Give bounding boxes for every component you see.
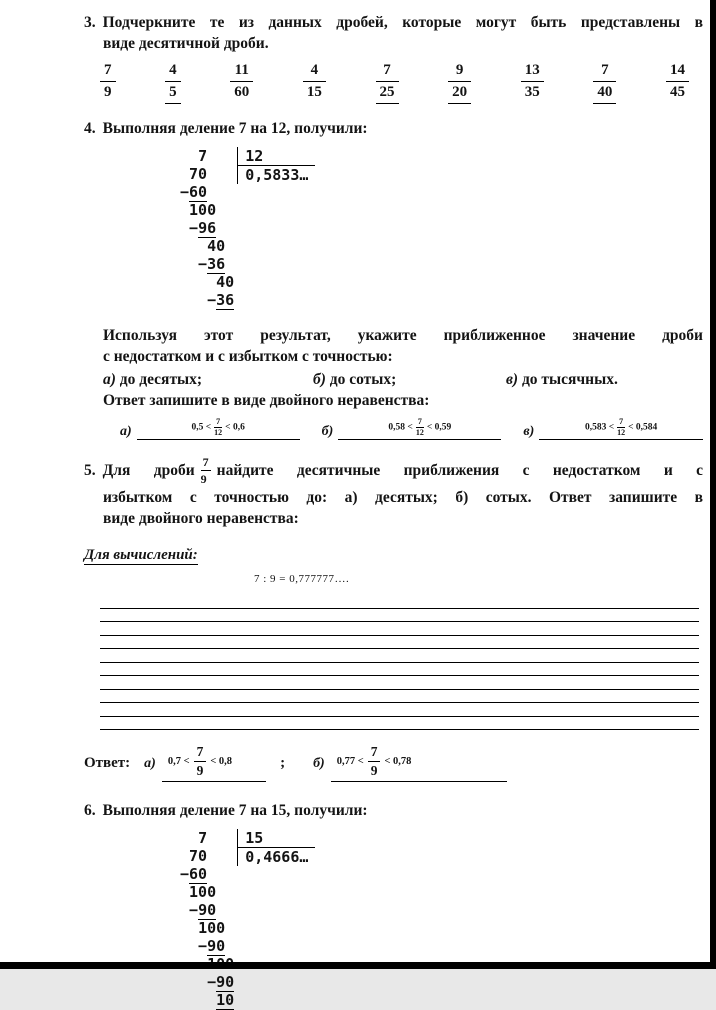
fraction-11-60 — [230, 63, 253, 100]
task4-answers-row — [84, 418, 703, 440]
task4-text1-span: Используя этот результат, укажите приближенное значение дроби — [103, 327, 703, 344]
row-indent-minus: − — [180, 973, 217, 992]
option-b-label: б) — [313, 371, 326, 388]
option-b — [313, 369, 506, 390]
fraction-9-20-underlined — [448, 63, 471, 104]
step-number: 100 — [198, 919, 226, 938]
answer-b-label: б) — [321, 424, 334, 439]
calc-label: Для вычислений: — [84, 547, 198, 563]
fraction-7-9 — [100, 63, 116, 100]
option-a-label: а) — [103, 371, 116, 388]
fraction-numerator: 7 — [216, 417, 221, 426]
answer-item-b — [322, 418, 502, 440]
row-indent — [180, 919, 198, 937]
step-number: 40 — [207, 237, 226, 255]
task4-number: 4. — [84, 120, 96, 137]
row-indent — [180, 829, 198, 847]
step-number: 40 — [216, 273, 235, 291]
fraction-numerator: 7 — [202, 455, 209, 469]
answer-b-blank-line — [338, 418, 501, 440]
scan-edge-bottom — [0, 962, 716, 969]
division-row — [180, 183, 234, 201]
task5-answer-row — [84, 745, 703, 782]
division-row — [180, 165, 234, 183]
answer-b-label: б) — [313, 755, 325, 771]
row-indent-minus: − — [180, 865, 190, 884]
fraction-7-9 — [368, 745, 381, 778]
step-number-underlined: 90 — [198, 901, 217, 920]
task5-text-before-fraction: Для дроби — [102, 462, 195, 480]
task4-text1 — [84, 325, 703, 346]
step-number-underlined: 60 — [189, 183, 208, 201]
fraction-7-40-underlined — [593, 63, 616, 104]
fraction-numerator: 7 — [376, 63, 399, 82]
division-row — [180, 291, 234, 309]
remainder-underlined: 10 — [216, 991, 235, 1010]
dividend: 7 — [198, 829, 208, 848]
division-row — [180, 201, 234, 219]
fraction-numerator: 7 — [368, 745, 381, 762]
step-number-underlined: 90 — [216, 973, 235, 992]
fraction-denominator: 40 — [597, 84, 613, 100]
task3-text2: виде десятичной дроби. — [103, 35, 269, 52]
writing-line — [100, 636, 699, 650]
row-indent-minus: − — [180, 937, 208, 956]
row-indent — [180, 201, 189, 219]
writing-line — [100, 676, 699, 690]
division-row — [180, 937, 234, 955]
fraction-numerator: 4 — [165, 63, 181, 82]
fraction-numerator: 7 — [593, 63, 616, 82]
division-row — [180, 865, 234, 883]
writing-line — [100, 609, 699, 623]
fraction-7-25-underlined — [376, 63, 399, 104]
answer-a-right: < 0,6 — [225, 422, 245, 433]
calc-label-wrap — [84, 546, 703, 564]
division-row — [180, 973, 234, 991]
answer-a-label: а) — [144, 755, 156, 771]
fraction-denominator: 9 — [196, 763, 204, 779]
answer-c-right: < 0,584 — [628, 422, 658, 433]
task-4 — [0, 118, 716, 440]
option-c-text: до тысячных. — [521, 371, 618, 388]
step-number: 100 — [189, 883, 217, 902]
division-steps — [180, 147, 234, 309]
fraction-denominator: 45 — [670, 84, 685, 100]
writing-line — [100, 663, 699, 677]
fraction-14-45 — [666, 63, 689, 100]
division-row — [180, 237, 234, 255]
fraction-4-5-underlined — [165, 63, 181, 104]
fraction-denominator: 20 — [452, 84, 468, 100]
option-b-text: до сотых; — [329, 371, 397, 388]
row-indent-minus: − — [180, 291, 217, 309]
task3-line1 — [84, 12, 703, 33]
option-a — [103, 369, 313, 390]
task4-title-text: Выполняя деление 7 на 12, получили: — [102, 120, 368, 137]
answer-b-right: < 0,59 — [426, 422, 452, 433]
row-indent — [180, 883, 189, 901]
row-indent — [180, 273, 216, 291]
fraction-numerator: 11 — [230, 63, 253, 82]
answer-item-a — [120, 418, 300, 440]
row-indent-minus: − — [180, 901, 199, 920]
division-row — [180, 147, 234, 165]
writing-line — [100, 622, 699, 636]
task5-line2 — [84, 487, 703, 508]
divisor-quotient-corner — [237, 147, 315, 184]
fractions-row — [100, 63, 689, 104]
row-indent — [180, 847, 189, 865]
fraction-denominator: 35 — [524, 84, 540, 100]
fraction-denominator: 9 — [104, 84, 112, 100]
division-row — [180, 255, 234, 273]
answer-b-left: 0,77 < — [336, 756, 364, 768]
row-indent-minus: − — [180, 255, 208, 273]
quotient-value: 0,4666… — [245, 848, 309, 867]
row-indent — [180, 147, 198, 165]
answer-c-blank-line — [539, 418, 703, 440]
row-indent — [180, 165, 189, 183]
calc-expression: 7 : 9 = 0,777777…. — [254, 573, 350, 585]
division-row — [180, 847, 234, 865]
option-c-label: в) — [506, 371, 519, 388]
writing-line — [100, 690, 699, 704]
fraction-7-12 — [416, 418, 424, 437]
answer-c-label: в) — [523, 424, 535, 439]
fraction-denominator: 12 — [214, 428, 223, 437]
division-steps — [180, 829, 234, 1009]
answer-c-left: 0,583 < — [584, 422, 615, 433]
division-row — [180, 829, 234, 847]
fraction-denominator: 9 — [370, 763, 378, 779]
fraction-7-12 — [617, 418, 625, 437]
task3-text1: Подчеркните те из данных дробей, которые могут быть представлены в — [102, 14, 703, 31]
fraction-denominator: 12 — [415, 428, 424, 437]
row-indent — [180, 991, 216, 1009]
fraction-numerator: 7 — [417, 417, 422, 426]
task-3 — [0, 12, 716, 104]
division-row — [180, 219, 234, 237]
fraction-numerator: 7 — [194, 745, 207, 762]
option-c — [506, 369, 618, 390]
fraction-13-35 — [521, 63, 544, 100]
fraction-denominator: 15 — [306, 84, 322, 100]
fraction-denominator: 60 — [234, 84, 250, 100]
answers-separator: ; — [280, 755, 286, 772]
task4-answer-intro — [84, 390, 703, 411]
task4-text2-span: с недостатком и с избытком с точностью: — [103, 348, 393, 365]
step-number-underlined: 36 — [207, 255, 226, 273]
fraction-numerator: 13 — [521, 63, 544, 82]
step-number-underlined: 36 — [216, 291, 235, 309]
fraction-7-9 — [201, 456, 211, 485]
fraction-7-9 — [194, 745, 207, 778]
task3-number: 3. — [84, 14, 96, 31]
long-division-7-by-15 — [180, 829, 703, 1009]
writing-line — [100, 717, 699, 731]
writing-line — [100, 649, 699, 663]
task6-title-text: Выполняя деление 7 на 15, получили: — [102, 802, 368, 820]
step-number: 100 — [189, 201, 217, 219]
answer-word: Ответ: — [84, 755, 131, 772]
task5-number: 5. — [84, 462, 96, 480]
writing-lines — [100, 595, 699, 730]
quotient-value: 0,5833… — [245, 166, 309, 184]
fraction-numerator: 14 — [666, 63, 689, 82]
fraction-denominator: 5 — [169, 84, 177, 100]
option-a-text: до десятых; — [119, 371, 203, 388]
fraction-denominator: 9 — [200, 472, 207, 486]
division-row — [180, 901, 234, 919]
row-indent — [180, 237, 207, 255]
task6-number: 6. — [84, 802, 96, 820]
fraction-numerator: 7 — [100, 63, 116, 82]
row-indent-minus: − — [180, 183, 190, 201]
task6-title — [84, 800, 703, 821]
task5-line3 — [84, 508, 703, 529]
task-6 — [0, 800, 716, 1009]
fraction-7-12 — [214, 418, 222, 437]
step-number-underlined: 96 — [198, 219, 217, 237]
task4-title — [84, 118, 703, 139]
task-5 — [0, 456, 716, 782]
answer-a-left: 0,5 < — [191, 422, 212, 433]
task4-options — [84, 369, 703, 390]
division-row — [180, 273, 234, 291]
step-number: 70 — [189, 165, 208, 183]
answer-b-left: 0,58 < — [388, 422, 413, 433]
writing-line — [100, 703, 699, 717]
scan-edge-right — [710, 0, 716, 969]
fraction-numerator: 7 — [619, 417, 624, 426]
fraction-numerator: 9 — [448, 63, 471, 82]
division-row — [180, 919, 234, 937]
answer-a-blank-line — [162, 745, 266, 782]
task5-line1 — [84, 456, 703, 487]
long-division-7-by-12 — [180, 147, 703, 309]
answer-b-right: < 0,78 — [384, 756, 412, 768]
task4-answer-intro-span: Ответ запишите в виде двойного неравенства: — [103, 392, 430, 409]
answer-b-blank-line — [331, 745, 508, 782]
divisor-quotient-corner — [237, 829, 315, 866]
fraction-denominator: 25 — [379, 84, 395, 100]
fraction-denominator: 12 — [617, 428, 626, 437]
writing-line — [100, 595, 699, 609]
divisor-value: 12 — [238, 147, 315, 166]
answer-a-right: < 0,8 — [210, 756, 233, 768]
division-row — [180, 883, 234, 901]
step-number-underlined: 60 — [189, 865, 208, 884]
divisor-value: 15 — [238, 829, 315, 848]
row-indent-minus: − — [180, 219, 199, 237]
dividend: 7 — [198, 147, 208, 165]
task4-text2 — [84, 346, 703, 367]
step-number-underlined: 90 — [207, 937, 226, 956]
answer-item-c — [523, 418, 703, 440]
task3-line2 — [84, 33, 703, 54]
task5-text-after-fraction: найдите десятичные приближения с недостатком и с — [216, 462, 704, 480]
answer-a-blank-line — [137, 418, 300, 440]
step-number: 70 — [189, 847, 208, 866]
division-row — [180, 991, 234, 1009]
fraction-4-15 — [303, 63, 326, 100]
fraction-numerator: 4 — [303, 63, 326, 82]
answer-a-label: а) — [120, 424, 132, 439]
answer-a-left: 0,7 < — [167, 756, 190, 768]
task5-line2-span: избытком с точностью до: а) десятых; б) сотых. Ответ запишите в — [103, 489, 703, 506]
task5-line3-span: виде двойного неравенства: — [103, 510, 299, 527]
